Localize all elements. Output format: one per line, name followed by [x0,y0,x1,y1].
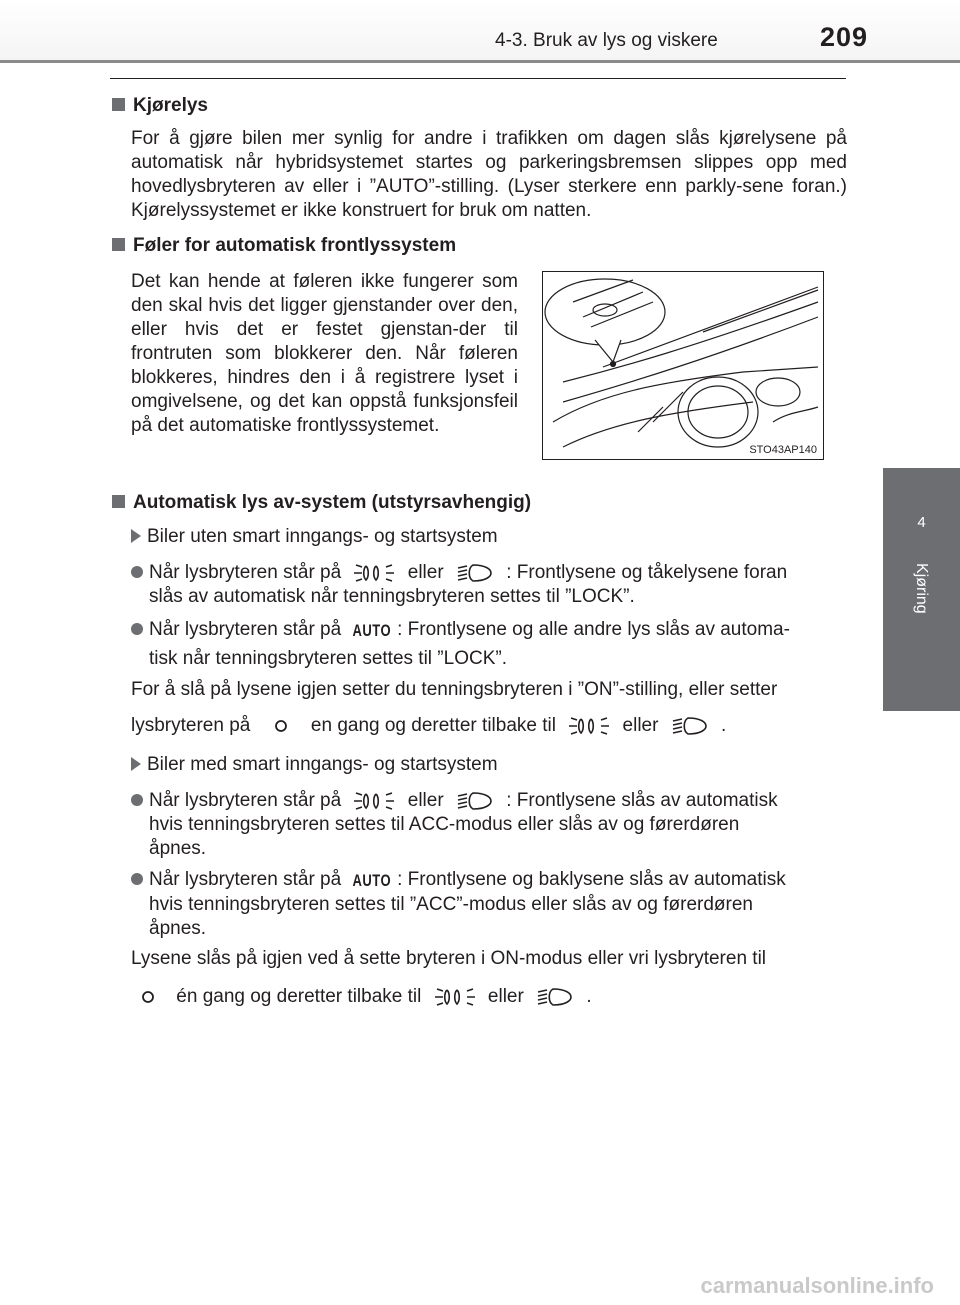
square-bullet-icon [112,495,125,508]
auto-icon: AUTO [352,621,392,640]
circle-bullet-icon [131,794,143,806]
header-line [0,60,960,63]
square-bullet-icon [112,238,125,251]
headlight-icon [535,986,575,1008]
sensor-text: Det kan hende at føleren ikke fungerer som den skal hvis det ligger gjenstander over den, eller hvis det er festet gjenstan-der til frontruten som blokkerer den. Når føleren blokkeres, hindres den i å registrere lyset i omgivelsene, og det kan oppstå funksjonsfeil på det automatiske frontlyssystemet. [131,271,518,436]
section-title: 4-3. Bruk av lys og viskere [495,30,718,51]
headlight-icon [455,790,495,812]
circle-bullet-icon [131,623,143,635]
group1-bullet1: Når lysbryteren står på eller : Frontlysene og tåkelysene foran slås av automatisk når tenningsbryteren settes til ”LOCK”. [131,561,847,609]
group2-bullet1: Når lysbryteren står på eller : Frontlysene slås av automatisk hvis tenningsbryteren settes til ACC-modus eller slås av og førerdøren åpnes. [131,789,847,861]
heading-sensor: Føler for automatisk frontlyssystem [112,235,456,257]
circle-bullet-icon [131,566,143,578]
square-bullet-icon [112,98,125,111]
daytime-text: For å gjøre bilen mer synlig for andre i trafikken om dagen slås kjørelysene på automatisk når hybridsystemet startes og parkeringsbremsen slippes opp med hovedlysbryteren av eller i ”AUTO”-stilling. (Lyser sterkere enn parkly-sene foran.) Kjørelyssystemet er ikke konstruert for bruk om natten. [131,128,847,221]
sensor-illustration [542,271,824,460]
group2-note: Lysene slås på igjen ved å sette bryteren i ON-modus eller vri lysbryteren til én gang og deretter tilbake til eller . [131,948,767,1007]
parking-light-icon [352,562,396,584]
triangle-bullet-icon [131,757,141,771]
page-header [0,0,960,62]
headlight-icon [670,715,710,737]
chapter-label: Kjøring [913,563,930,614]
headlight-icon [455,562,495,584]
chapter-tab [883,468,960,711]
light-off-icon [131,986,165,1008]
heading-daytime: Kjørelys [112,95,208,117]
watermark: carmanualsonline.info [700,1273,934,1298]
chapter-number: 4 [917,514,926,531]
dashboard-sensor-icon [543,272,823,459]
group2-bullet2: Når lysbryteren står på AUTO : Frontlysene og baklysene slås av automatisk hvis tenningsbryteren settes til ”ACC”-modus eller slås av og førerdøren åpnes. [131,868,847,941]
circle-bullet-icon [131,873,143,885]
parking-light-icon [433,986,477,1008]
group2-title: Biler med smart inngangs- og startsystem [131,754,498,776]
light-off-icon [264,715,298,737]
heading-auto-off: Automatisk lys av-system (utstyrsavhengig) [112,492,531,514]
group1-note: For å slå på lysene igjen setter du tenningsbryteren i ”ON”-stilling, eller setter lysbryteren på en gang og deretter tilbake til eller . [131,679,778,736]
group1-title: Biler uten smart inngangs- og startsystem [131,526,498,548]
group1-bullet2: Når lysbryteren står på AUTO : Frontlysene og alle andre lys slås av automa- tisk når tenningsbryteren settes til ”LOCK”. [131,618,847,671]
page-number: 209 [820,22,869,52]
parking-light-icon [567,715,611,737]
figure-code: STO43AP140 [749,444,817,456]
triangle-bullet-icon [131,529,141,543]
parking-light-icon [352,790,396,812]
top-rule [110,78,846,79]
auto-icon: AUTO [352,871,392,890]
